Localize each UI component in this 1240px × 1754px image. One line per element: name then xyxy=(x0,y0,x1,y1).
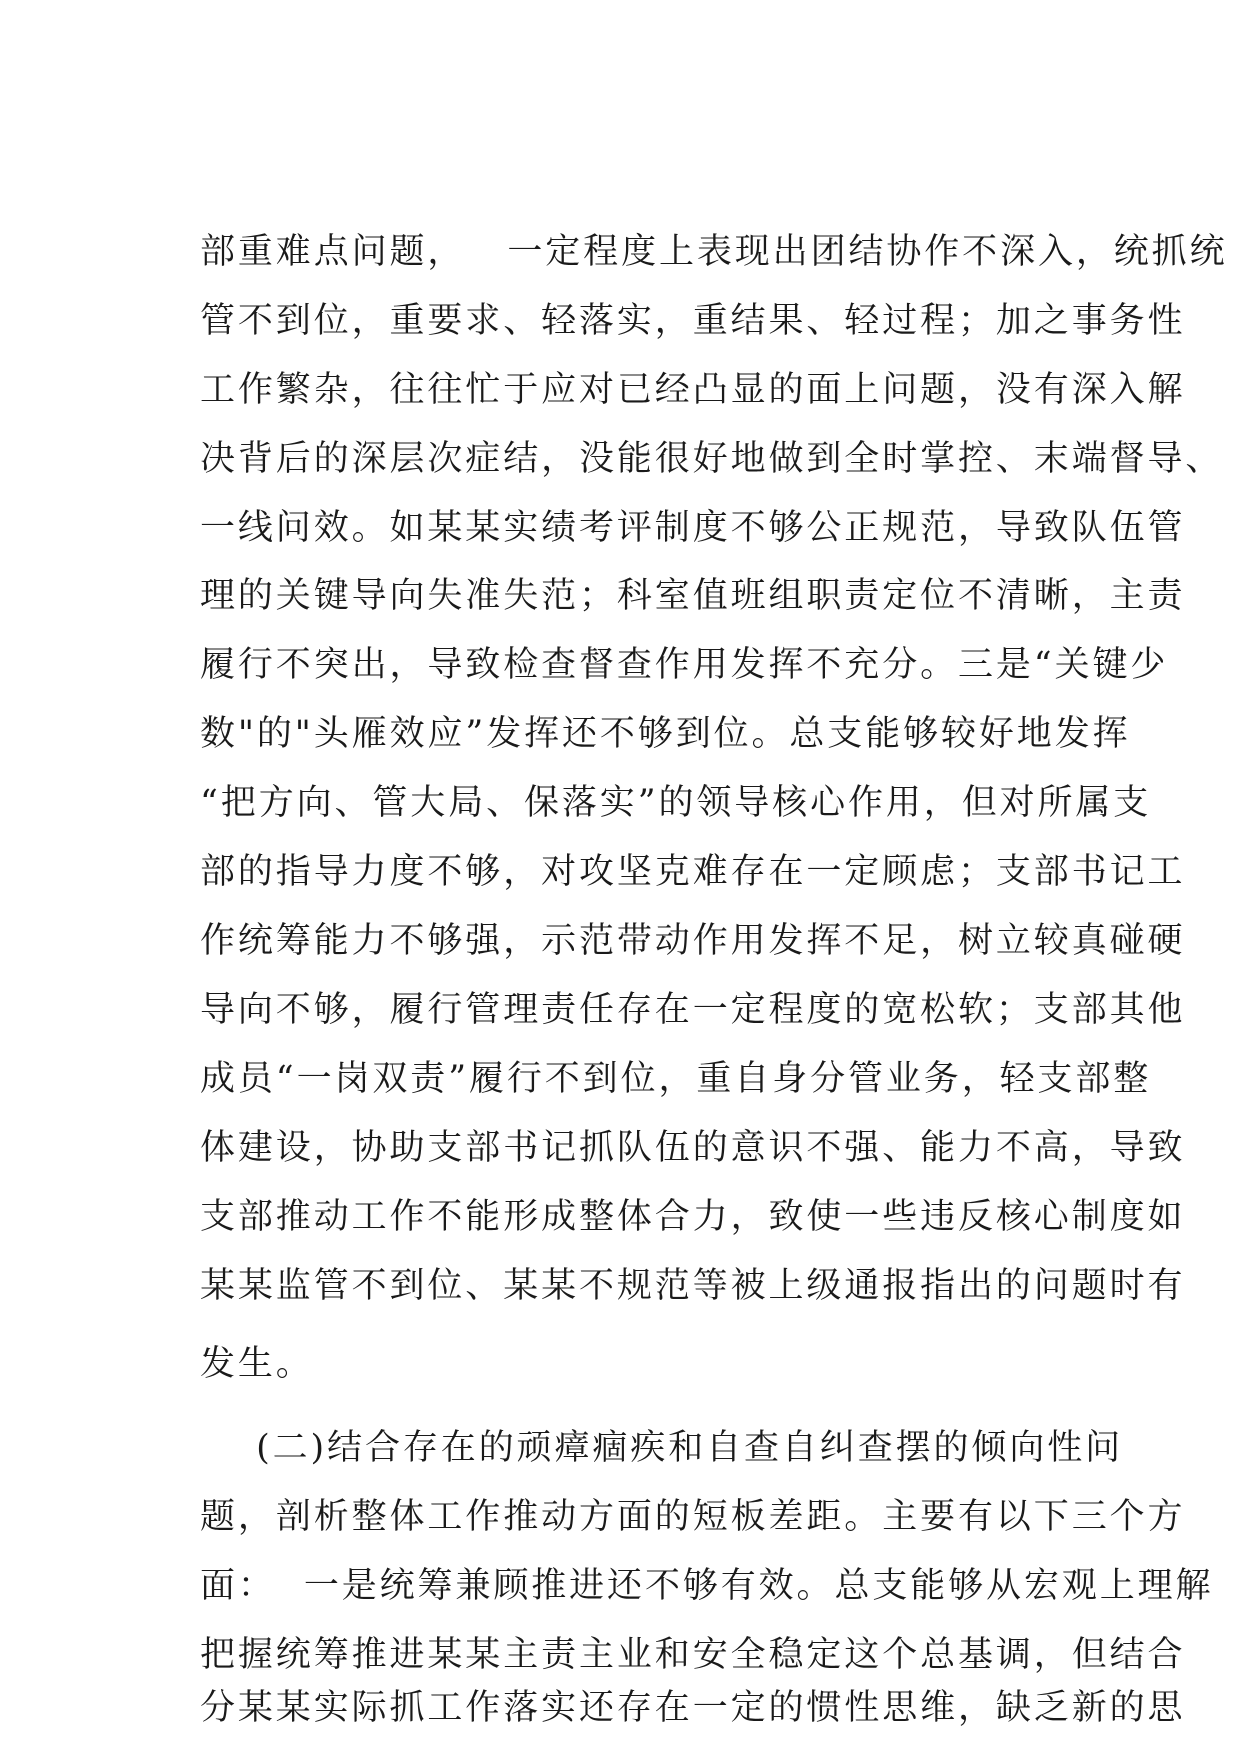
text-line: 某某监管不到位、某某不规范等被上级通报指出的问题时有 xyxy=(200,1266,1186,1306)
text-line: 数"的"头雁效应”发挥还不够到位。总支能够较好地发挥 xyxy=(200,714,1131,754)
text-line: (二)结合存在的顽瘴痼疾和自查自纠查摆的倾向性问 xyxy=(200,1428,1124,1468)
text-line: 决背后的深层次症结，没能很好地做到全时掌控、末端督导、 xyxy=(200,439,1224,479)
text-line: 题，剖析整体工作推动方面的短板差距。主要有以下三个方 xyxy=(200,1497,1186,1537)
text-line: 成员“一岗双责”履行不到位，重自身分管业务，轻支部整 xyxy=(200,1059,1152,1099)
text-line: 分某某实际抓工作落实还存在一定的惯性思维，缺乏新的思 xyxy=(200,1688,1186,1728)
text-line: 面： 一是统筹兼顾推进还不够有效。总支能够从宏观上理解 xyxy=(200,1566,1214,1606)
text-line: 把握统筹推进某某主责主业和安全稳定这个总基调，但结合 xyxy=(200,1635,1186,1675)
text-line: 管不到位，重要求、轻落实，重结果、轻过程；加之事务性 xyxy=(200,301,1186,341)
text-line: 体建设，协助支部书记抓队伍的意识不强、能力不高，导致 xyxy=(200,1128,1186,1168)
text-line: 理的关键导向失准失范；科室值班组职责定位不清晰，主责 xyxy=(200,576,1186,616)
text-line: 部的指导力度不够，对攻坚克难存在一定顾虑；支部书记工 xyxy=(200,852,1186,892)
text-line: 导向不够，履行管理责任存在一定程度的宽松软；支部其他 xyxy=(200,990,1186,1030)
text-line: 部重难点问题， 一定程度上表现出团结协作不深入，统抓统 xyxy=(200,232,1228,272)
text-line: 一线问效。如某某实绩考评制度不够公正规范，导致队伍管 xyxy=(200,508,1186,548)
text-line: 发生。 xyxy=(200,1344,314,1384)
text-line: 工作繁杂，往往忙于应对已经凸显的面上问题，没有深入解 xyxy=(200,370,1186,410)
text-line: 履行不突出，导致检查督查作用发挥不充分。三是“关键少 xyxy=(200,645,1169,685)
text-line: 作统筹能力不够强，示范带动作用发挥不足，树立较真碰硬 xyxy=(200,921,1186,961)
text-line: “把方向、管大局、保落实”的领导核心作用，但对所属支 xyxy=(200,783,1152,823)
text-line: 支部推动工作不能形成整体合力，致使一些违反核心制度如 xyxy=(200,1197,1186,1237)
